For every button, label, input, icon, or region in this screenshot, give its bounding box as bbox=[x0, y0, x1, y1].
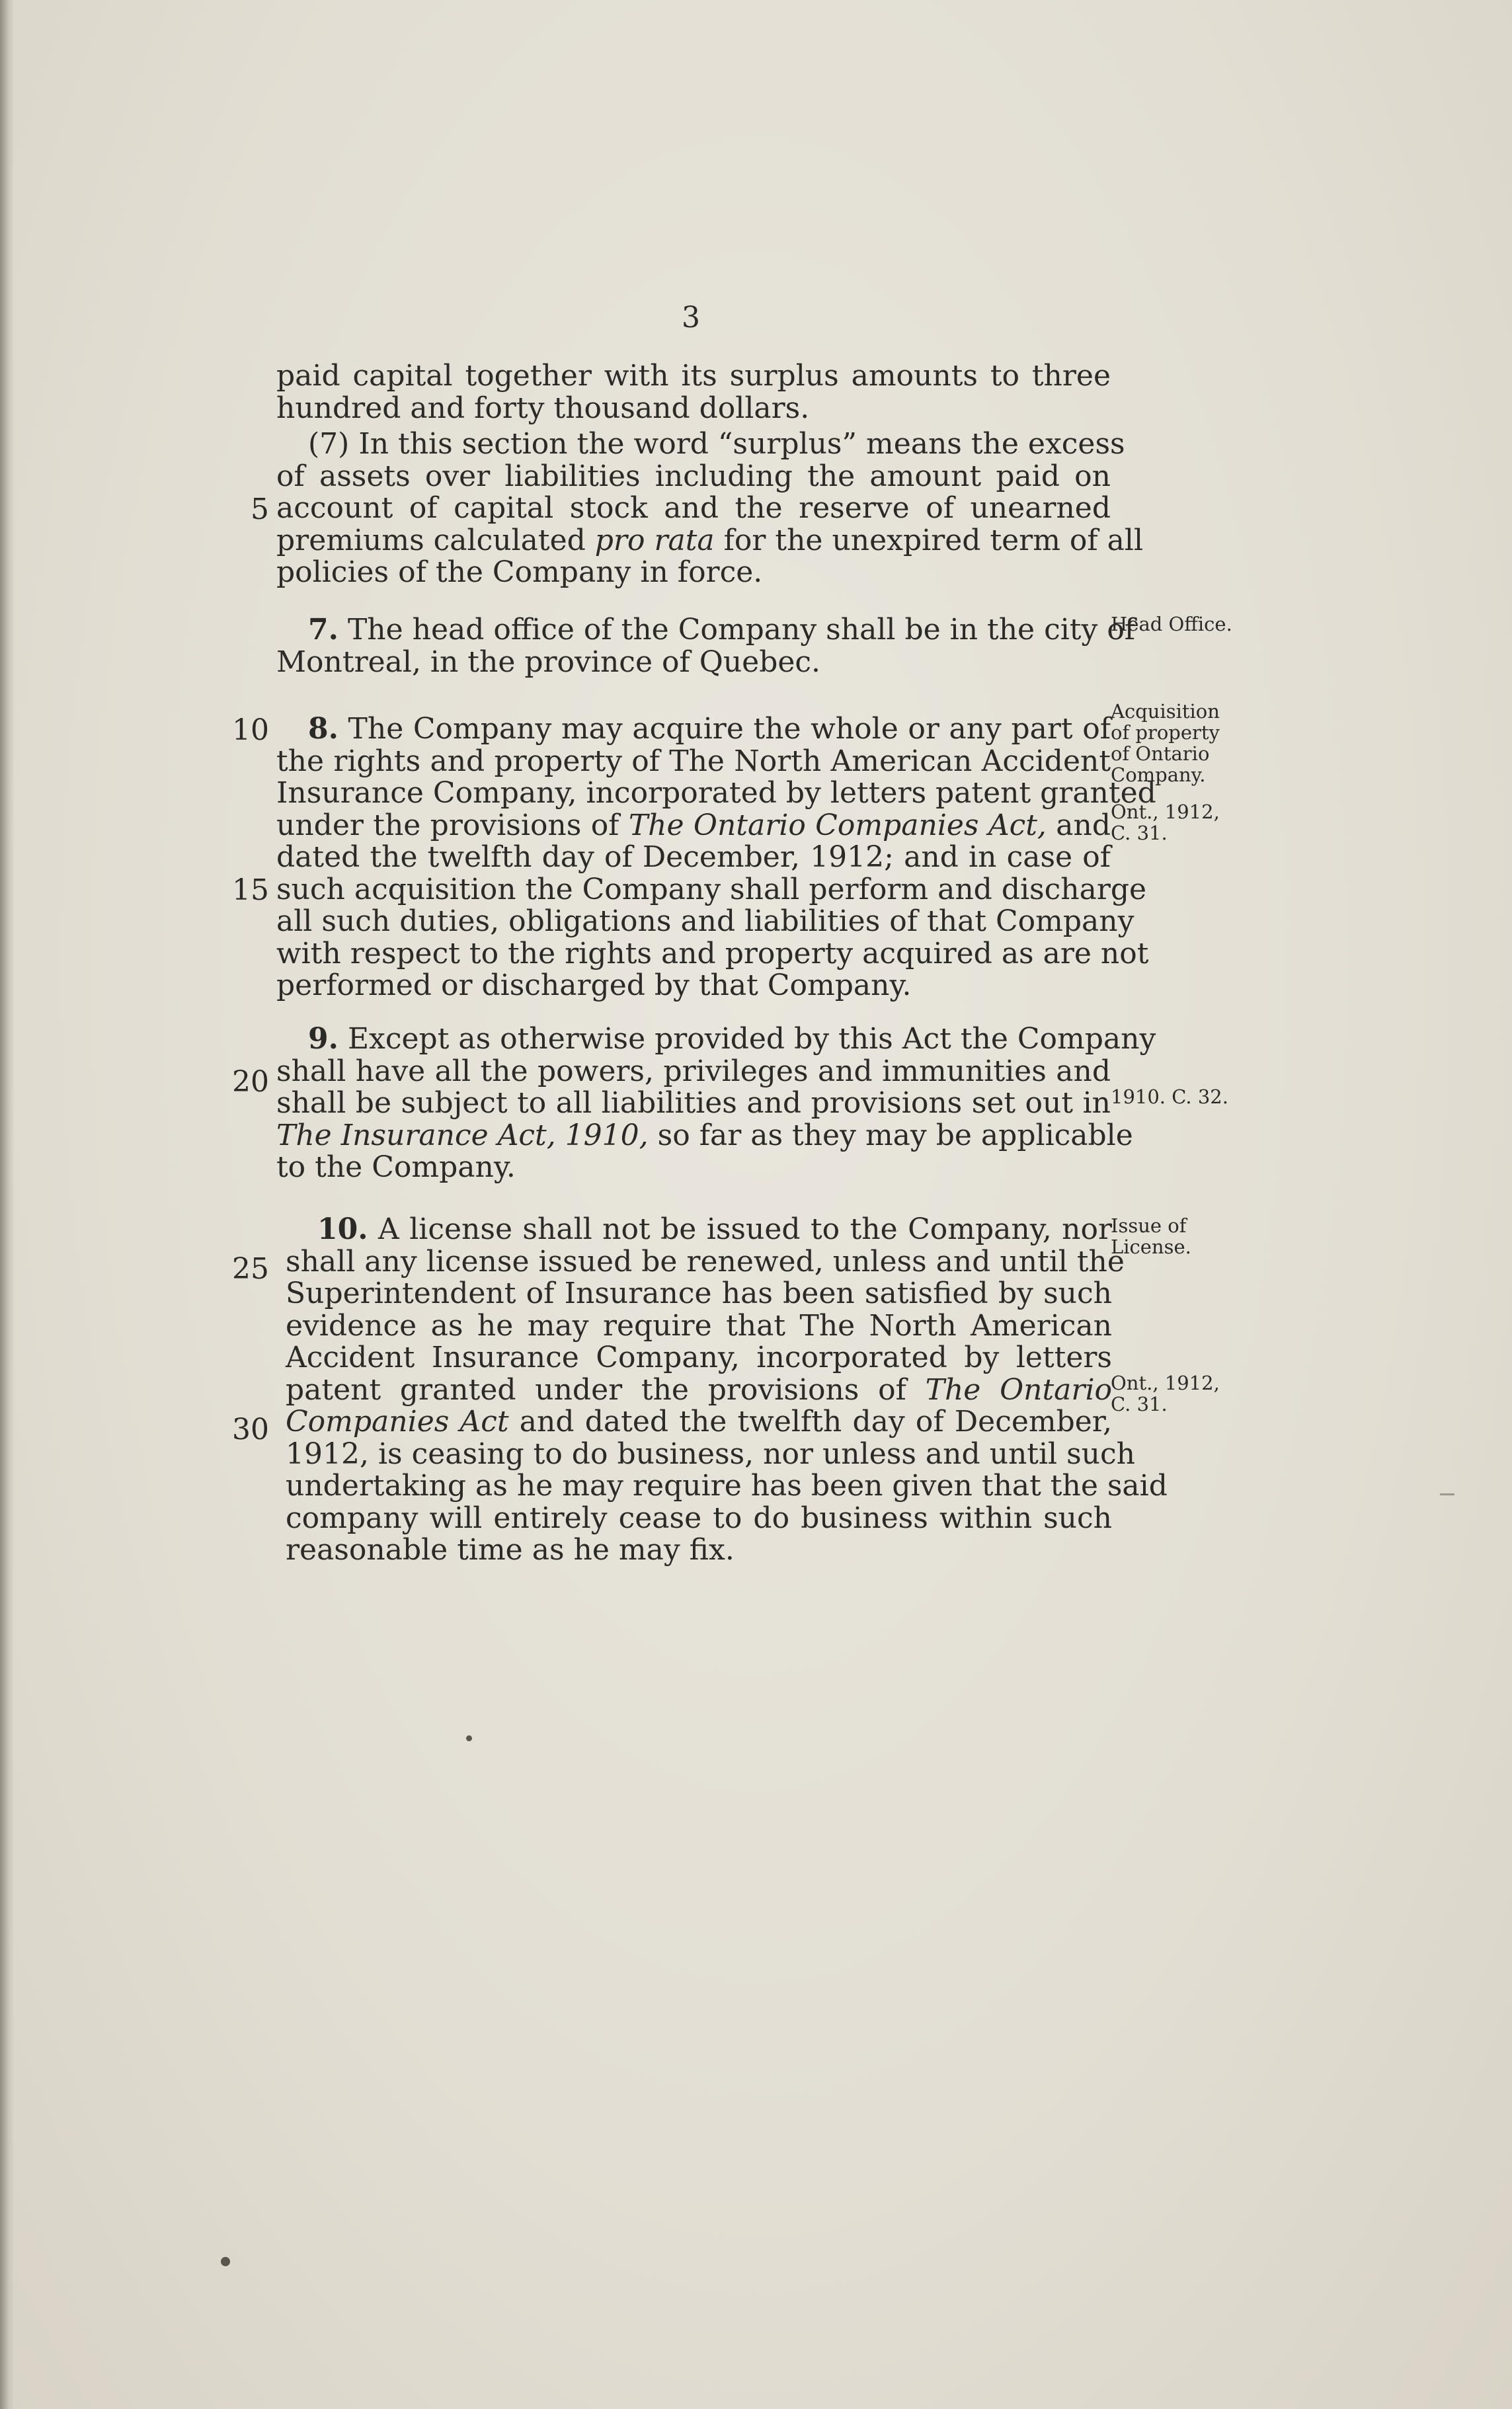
text-line bbox=[286, 1214, 1112, 1246]
text-line: dated the twelfth day of December, 1912; and in case of bbox=[276, 840, 1111, 874]
text-line: evidence as he may require that The North American bbox=[286, 1308, 1112, 1343]
section-number: 8. bbox=[308, 712, 338, 746]
text-line: policies of the Company in force. bbox=[276, 555, 763, 589]
note-line: Acquisition bbox=[1111, 700, 1220, 723]
line-text: The head office of the Company shall be in the city of bbox=[347, 613, 1136, 647]
text-line: hundred and forty thousand dollars. bbox=[276, 391, 810, 425]
line-text: A license shall not be issued to the Company, nor bbox=[378, 1212, 1112, 1246]
line-text: Except as otherwise provided by this Act the Company bbox=[347, 1022, 1156, 1056]
line-number: 5 bbox=[251, 493, 269, 526]
subsection-6-7 bbox=[276, 427, 1144, 589]
italic-act-title: Companies Act bbox=[286, 1405, 509, 1439]
text-line: performed or discharged by that Company. bbox=[276, 968, 912, 1002]
section-6-end bbox=[276, 360, 1111, 424]
text-line bbox=[276, 713, 1111, 746]
note-line: of Ontario bbox=[1111, 742, 1210, 765]
line-number: 30 bbox=[232, 1413, 269, 1446]
text-line: Accident Insurance Company, incorporated by letters bbox=[286, 1341, 1112, 1374]
text-line: Companies Act and dated the twelfth day of December, bbox=[286, 1405, 1112, 1439]
text-line: the rights and property of The North American Accident bbox=[276, 744, 1111, 778]
text-line: (7) In this section the word “surplus” means the excess bbox=[308, 427, 1125, 461]
text-line: shall have all the powers, privileges and immunities and bbox=[276, 1054, 1111, 1088]
text-line: with respect to the rights and property acquired as are not bbox=[276, 936, 1149, 970]
text-line: shall any license issued be renewed, unless and until the bbox=[286, 1244, 1125, 1279]
line-number: 15 bbox=[232, 873, 269, 907]
section-7 bbox=[276, 613, 1136, 679]
line-number: 20 bbox=[232, 1065, 269, 1099]
text-line: premiums calculated pro rata for the unexpired term of all bbox=[276, 523, 1144, 557]
text-line: to the Company. bbox=[276, 1150, 516, 1184]
section-9 bbox=[276, 1022, 1156, 1184]
paper-speck bbox=[1440, 1493, 1454, 1495]
text-line: undertaking as he may require has been given that the said bbox=[286, 1469, 1168, 1503]
text-line: under the provisions of The Ontario Companies Act, and bbox=[276, 808, 1111, 842]
italic-term: pro rata bbox=[594, 523, 715, 557]
text-line: of assets over liabilities including the amount paid on bbox=[276, 459, 1111, 493]
margin-note-ont-1912 bbox=[1111, 801, 1220, 844]
margin-note-1910: 1910. C. 32. bbox=[1111, 1086, 1228, 1108]
page-number: 3 bbox=[682, 301, 700, 335]
margin-note-ont-1912-b bbox=[1111, 1372, 1220, 1415]
note-line: Issue of bbox=[1111, 1214, 1187, 1237]
text-line: reasonable time as he may fix. bbox=[286, 1533, 735, 1567]
text-line: Montreal, in the province of Quebec. bbox=[276, 645, 821, 679]
text-line bbox=[276, 613, 1136, 647]
italic-act-title: The Insurance Act, 1910, bbox=[276, 1118, 649, 1152]
paper-speck bbox=[221, 2257, 230, 2266]
note-line: Company. bbox=[1111, 764, 1206, 786]
text-line bbox=[276, 1022, 1156, 1056]
text-line: shall be subject to all liabilities and provisions set out in bbox=[276, 1086, 1111, 1120]
text-line: such acquisition the Company shall perform and discharge bbox=[276, 872, 1147, 906]
text-line: Insurance Company, incorporated by letters patent granted bbox=[276, 776, 1156, 810]
text-line: company will entirely cease to do business within such bbox=[286, 1501, 1112, 1535]
text-line: 1912, is ceasing to do business, nor unless and until such bbox=[286, 1437, 1136, 1471]
note-line: of property bbox=[1111, 721, 1220, 744]
section-number: 10. bbox=[317, 1212, 368, 1246]
italic-act-title: The Ontario bbox=[925, 1372, 1113, 1407]
text-line: all such duties, obligations and liabilities of that Company bbox=[276, 904, 1134, 938]
note-line: C. 31. bbox=[1111, 822, 1168, 844]
note-line: C. 31. bbox=[1111, 1393, 1168, 1415]
note-line: Ont., 1912, bbox=[1111, 801, 1220, 823]
page-spine-shadow bbox=[0, 0, 15, 2409]
paper-speck bbox=[466, 1735, 472, 1741]
text-line: patent granted under the provisions of The Ontario bbox=[286, 1372, 1113, 1407]
margin-note-acquisition bbox=[1111, 701, 1220, 785]
margin-note-issue bbox=[1111, 1215, 1191, 1257]
line-number: 25 bbox=[232, 1252, 269, 1286]
italic-act-title: The Ontario Companies Act, bbox=[628, 808, 1047, 842]
text-line: account of capital stock and the reserve of unearned bbox=[276, 491, 1111, 525]
text-line: Superintendent of Insurance has been satisfied by such bbox=[286, 1277, 1112, 1310]
section-number: 9. bbox=[308, 1022, 338, 1056]
margin-note-head-office: Head Office. bbox=[1111, 613, 1232, 635]
text-line: paid capital together with its surplus amounts to three bbox=[276, 359, 1111, 393]
line-number: 10 bbox=[232, 713, 269, 747]
note-line: License. bbox=[1111, 1236, 1191, 1258]
line-text: The Company may acquire the whole or any part of bbox=[348, 712, 1111, 746]
note-line: Ont., 1912, bbox=[1111, 1372, 1220, 1394]
text-line: The Insurance Act, 1910, so far as they may be applicable bbox=[276, 1118, 1133, 1152]
section-number: 7. bbox=[308, 613, 338, 647]
